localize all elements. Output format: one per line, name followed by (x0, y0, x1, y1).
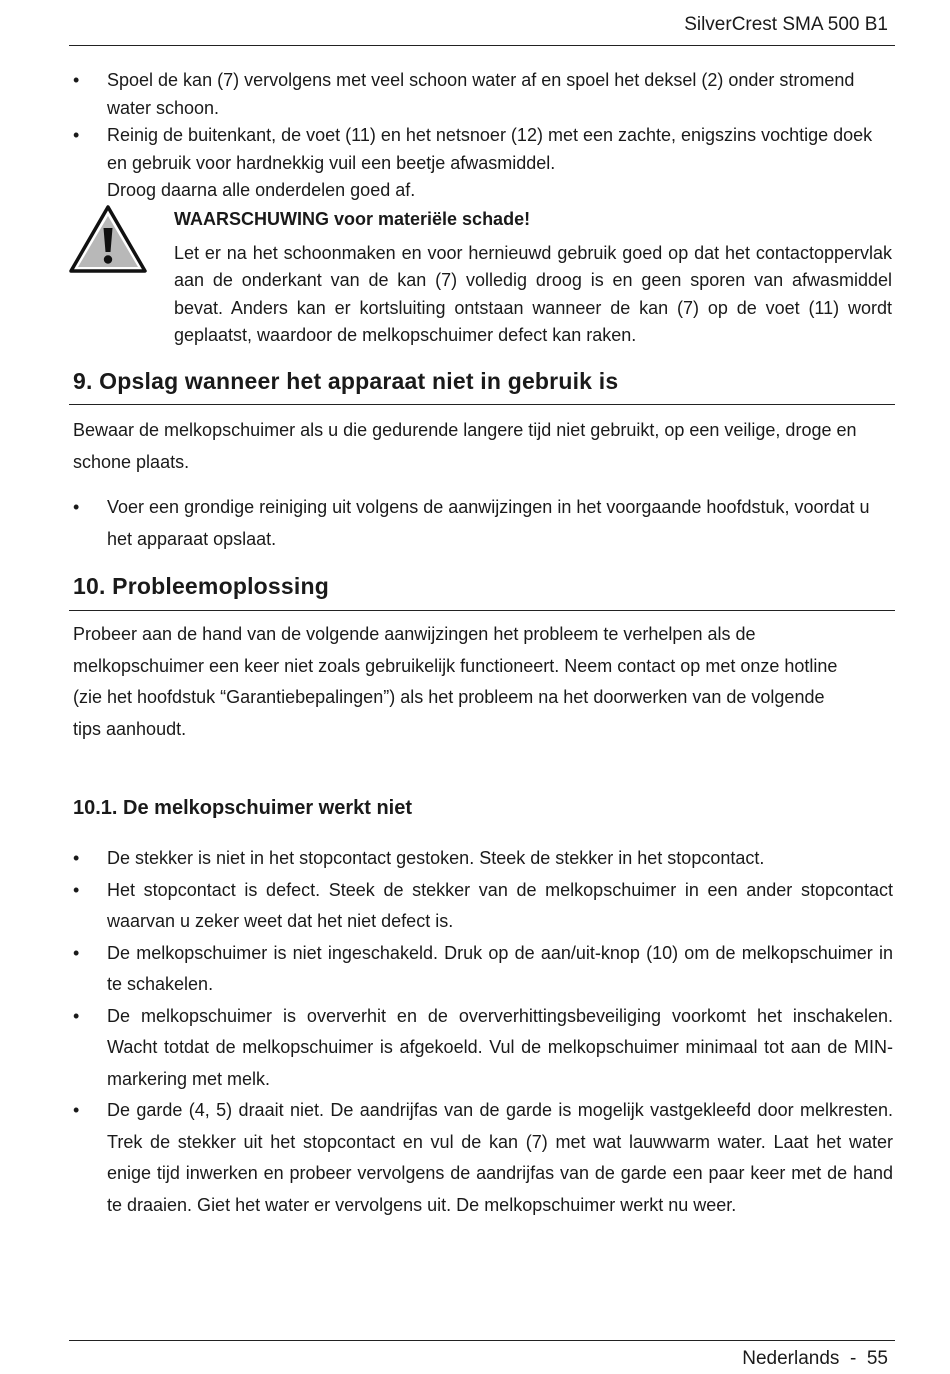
list-item: • De melkopschuimer is niet ingeschakeld. Druk op de aan/uit-knop (10) om de melkopschuimer in te schakelen. (73, 938, 893, 1001)
intro-bullet-list (73, 67, 893, 177)
section-9-paragraph: Bewaar de melkopschuimer als u die gedurende langere tijd niet gebruikt, op een veilige, droge en schone plaats. (73, 420, 857, 472)
section-10-paragraph (73, 619, 893, 745)
paragraph-line: Probeer aan de hand van de volgende aanwijzingen het probleem te verhelpen als de (73, 624, 756, 644)
list-item: • De melkopschuimer is oververhit en de oververhittingsbeveiliging voorkomt het inschakelen. Wacht totdat de melkopschuimer is afgekoeld. Vul de melkopschuimer minimaal tot aan de MIN-markering met melk. (73, 1001, 893, 1096)
paragraph-line: melkopschuimer een keer niet zoals gebruikelijk functioneert. Neem contact op met onze hotline (73, 655, 838, 676)
section-9-rule (69, 404, 895, 405)
footer-rule (69, 1340, 895, 1341)
list-item: • Het stopcontact is defect. Steek de stekker van de melkopschuimer in een ander stopcontact waarvan u zeker weet dat het niet defect is. (73, 875, 893, 938)
section-10-1-body (73, 843, 893, 1221)
section-9-body (73, 414, 893, 555)
list-item: • Reinig de buitenkant, de voet (11) en het netsnoer (12) met een zachte, enigszins vochtige doek en gebruik voor hardnekkig vuil een beetje afwasmiddel. (73, 122, 893, 177)
section-10-1-heading: 10.1. De melkopschuimer werkt niet (73, 797, 413, 819)
paragraph-line: tips aanhoudt. (73, 718, 187, 739)
warning-triangle-icon (68, 204, 148, 274)
list-item: • Spoel de kan (7) vervolgens met veel schoon water af en spoel het deksel (2) onder stromend water schoon. (73, 67, 893, 122)
section-9-heading: 9. Opslag wanneer het apparaat niet in gebruik is (73, 368, 619, 394)
page-header-title: SilverCrest SMA 500 B1 (684, 14, 888, 35)
section-10-heading: 10. Probleemoplossing (73, 573, 329, 599)
list-item: • De garde (4, 5) draait niet. De aandrijfas van de garde is mogelijk vastgekleefd door melkresten. Trek de stekker uit het stopcontact en vul de kan (7) met wat lauwwarm water. Laat het water enige tijd inwerken en probeer vervolgens de aandrijfas van de garde een paar keer met de hand te draaien. Giet het water er vervolgens uit. De melkopschuimer werkt nu weer. (73, 1095, 893, 1221)
section-10-1-bullet-list (73, 843, 893, 1221)
footer-page-label: Nederlands - 55 (742, 1348, 888, 1369)
list-item: • Voer een grondige reiniging uit volgens de aanwijzingen in het voorgaande hoofdstuk, voordat u het apparaat opslaat. (73, 491, 893, 555)
header-rule (69, 45, 895, 46)
intro-after-text: Droog daarna alle onderdelen goed af. (107, 180, 416, 200)
intro-section (73, 67, 893, 205)
paragraph-line: (zie het hoofdstuk “Garantiebepalingen”) als het probleem na het doorwerken van de volgende (73, 687, 825, 707)
warning-text: Let er na het schoonmaken en voor hernieuwd gebruik goed op dat het contactoppervlak aan de onderkant van de kan (7) volledig droog is en geen sporen van afwasmiddel bevat. Anders kan er kortsluiting ontstaan wanneer de kan (7) op de voet (11) wordt geplaatst, waardoor de melkopschuimer defect kan raken. (174, 242, 892, 345)
section-9-bullet-list (73, 491, 893, 555)
warning-box (174, 206, 892, 350)
warning-title: WAARSCHUWING voor materiële schade! (174, 209, 531, 229)
section-10-rule (69, 610, 895, 611)
list-item: • De stekker is niet in het stopcontact gestoken. Steek de stekker in het stopcontact. (73, 843, 893, 875)
